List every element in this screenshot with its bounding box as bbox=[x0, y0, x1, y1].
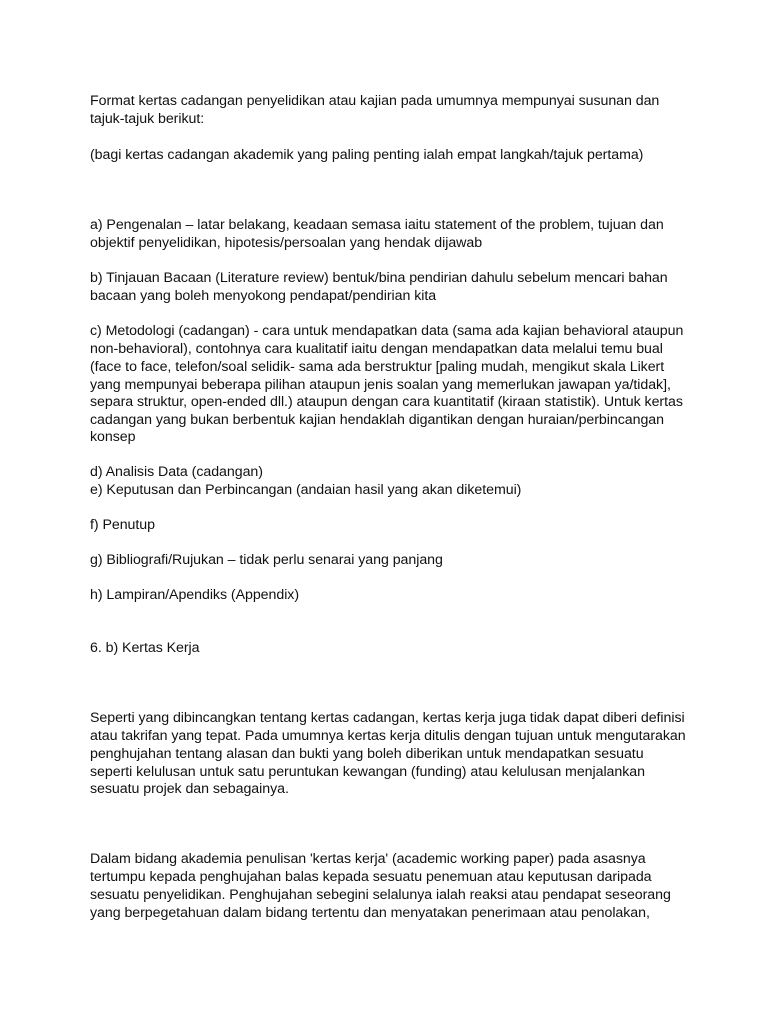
text-line: b) Tinjauan Bacaan (Literature review) bentuk/bina pendirian dahulu sebelum mencari bahan bbox=[90, 270, 668, 286]
text-line: Dalam bidang akademia penulisan 'kertas kerja' (academic working paper) pada asasnya bbox=[90, 851, 646, 867]
text-line: yang mempunyai beberapa pilihan ataupun jenis soalan yang memerlukan jawapan ya/tidak], bbox=[90, 377, 671, 393]
text-line: sesuatu projek dan sebagainya. bbox=[90, 781, 289, 797]
text-line: Format kertas cadangan penyelidikan atau kajian pada umumnya mempunyai susunan dan bbox=[90, 93, 660, 109]
text-line: (face to face, telefon/soal selidik- sama ada berstruktur [paling mudah, mengikut skala Likert bbox=[90, 359, 665, 375]
text-line: non-behavioral), contohnya cara kualitatif iaitu dengan mendapatkan data melalui temu bual bbox=[90, 341, 663, 357]
text-line: objektif penyelidikan, hipotesis/persoalan yang hendak dijawab bbox=[90, 235, 483, 251]
text-line: seperti kelulusan untuk satu peruntukan kewangan (funding) atau kelulusan menjalankan bbox=[90, 764, 645, 780]
text-line: f) Penutup bbox=[90, 517, 155, 533]
text-line: c) Metodologi (cadangan) - cara untuk mendapatkan data (sama ada kajian behavioral ataupun bbox=[90, 323, 684, 339]
text-line: penghujahan tentang alasan dan bukti yang boleh diberikan untuk mendapatkan sesuatu bbox=[90, 746, 644, 762]
text-line: cadangan yang bukan berbentuk kajian hendaklah digantikan dengan huraian/perbincangan bbox=[90, 412, 664, 428]
text-line: Seperti yang dibincangkan tentang kertas cadangan, kertas kerja juga tidak dapat diberi definisi bbox=[90, 710, 685, 726]
text-line: yang berpegetahuan dalam bidang tertentu dan menyatakan penerimaan atau penolakan, bbox=[90, 905, 650, 921]
text-line: g) Bibliografi/Rujukan – tidak perlu senarai yang panjang bbox=[90, 552, 443, 568]
text-line: konsep bbox=[90, 429, 136, 445]
text-line: 6. b) Kertas Kerja bbox=[90, 640, 200, 656]
text-line: (bagi kertas cadangan akademik yang paling penting ialah empat langkah/tajuk pertama) bbox=[90, 147, 644, 163]
text-line: e) Keputusan dan Perbincangan (andaian hasil yang akan diketemui) bbox=[90, 482, 522, 498]
text-line: h) Lampiran/Apendiks (Appendix) bbox=[90, 587, 300, 603]
text-line: d) Analisis Data (cadangan) bbox=[90, 464, 263, 480]
text-line: separa struktur, open-ended dll.) ataupun dengan cara kuantitatif (kiraan statistik). Untuk kertas bbox=[90, 394, 683, 410]
text-line: atau takrifan yang tepat. Pada umumnya kertas kerja ditulis dengan tujuan untuk mengutarakan bbox=[90, 728, 686, 744]
text-line: sesuatu penyelidikan. Penghujahan sebegini selalunya ialah reaksi atau pendapat seseorang bbox=[90, 887, 671, 903]
text-line: bacaan yang boleh menyokong pendapat/pendirian kita bbox=[90, 288, 437, 304]
text-line: a) Pengenalan – latar belakang, keadaan semasa iaitu statement of the problem, tujuan dan bbox=[90, 217, 664, 233]
text-line: tajuk-tajuk berikut: bbox=[90, 111, 205, 127]
text-line: tertumpu kepada penghujahan balas kepada sesuatu penemuan atau keputusan daripada bbox=[90, 869, 652, 885]
